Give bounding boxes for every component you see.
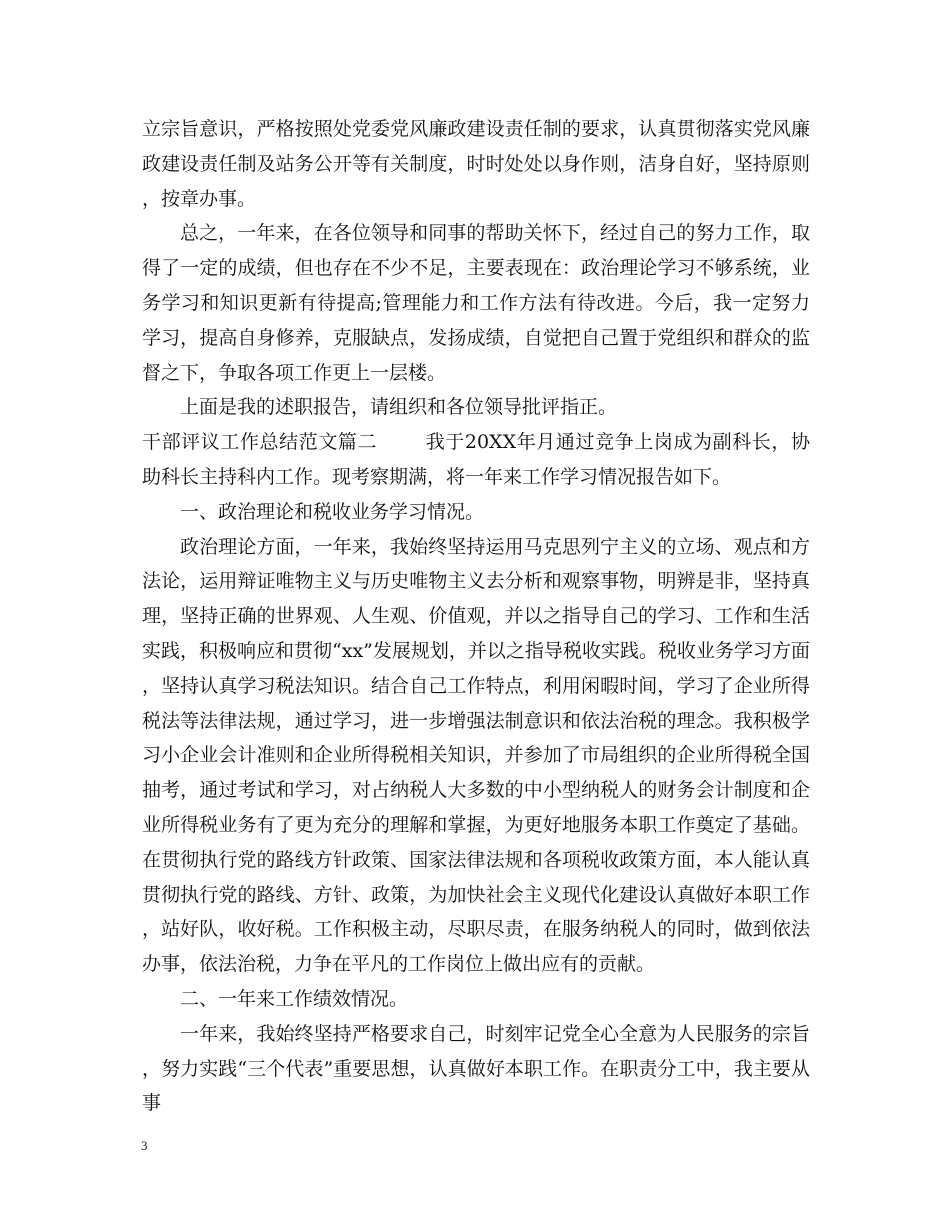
paragraph-closing: 上面是我的述职报告，请组织和各位领导批评指正。 (180, 396, 618, 419)
paragraph-performance: 一年来，我始终坚持严格要求自己，时刻牢记党全心全意为人民服务的宗旨，努力实践“三个代表”重要思想，认真做好本职工作。在职责分工中，我主要从事 (142, 1022, 810, 1115)
document-body (142, 112, 810, 1121)
page-number: 3 (141, 1138, 148, 1153)
heading-performance: 二、一年来工作绩效情况。 (180, 987, 409, 1010)
paragraph-political-study: 政治理论方面，一年来，我始终坚持运用马克思列宁主义的立场、观点和方法论，运用辩证唯物主义与历史唯物主义去分析和观察事物，明辨是非，坚持真理，坚持正确的世界观、人生观、价值观，并以之指导自己的学习、工作和生活实践，积极响应和贯彻“xx”发展规划，并以之指导税收实践。税收业务学习方面，坚持认真学习税法知识。结合自己工作特点，利用闲暇时间，学习了企业所得税法等法律法规，通过学习，进一步增强法制意识和依法治税的理念。我积极学习小企业会计准则和企业所得税相关知识，并参加了市局组织的企业所得税全国抽考，通过考试和学习，对占纳税人大多数的中小型纳税人的财务会计制度和企业所得税业务有了更为充分的理解和掌握，为更好地服务本职工作奠定了基础。在贯彻执行党的路线方针政策、国家法律法规和各项税收政策方面，本人能认真贯彻执行党的路线、方针、政策，为加快社会主义现代化建设认真做好本职工作，站好队，收好税。工作积极主动，尽职尽责，在服务纳税人的同时，做到依法办事，依法治税，力争在平凡的工作岗位上做出应有的贡献。 (142, 535, 810, 976)
paragraph-continuation: 立宗旨意识，严格按照处党委党风廉政建设责任制的要求，认真贯彻落实党风廉政建设责任制及站务公开等有关制度，时时处处以身作则，洁身自好，坚持原则，按章办事。 (142, 118, 810, 210)
section-title: 干部评议工作总结范文篇二 (142, 431, 378, 454)
section-title-line (142, 425, 810, 495)
section-intro: 我于20XX年月通过竞争上岗成为副科长，协助科长主持科内工作。现考察期满，将一年来工作学习情况报告如下。 (142, 431, 810, 488)
heading-political-study: 一、政治理论和税收业务学习情况。 (180, 500, 485, 523)
paragraph-summary: 总之，一年来，在各位领导和同事的帮助关怀下，经过自己的努力工作，取得了一定的成绩，但也存在不少不足，主要表现在：政治理论学习不够系统，业务学习和知识更新有待提高;管理能力和工作方法有待改进。今后，我一定努力学习，提高自身修养，克服缺点，发扬成绩，自觉把自己置于党组织和群众的监督之下，争取各项工作更上一层楼。 (142, 222, 810, 384)
